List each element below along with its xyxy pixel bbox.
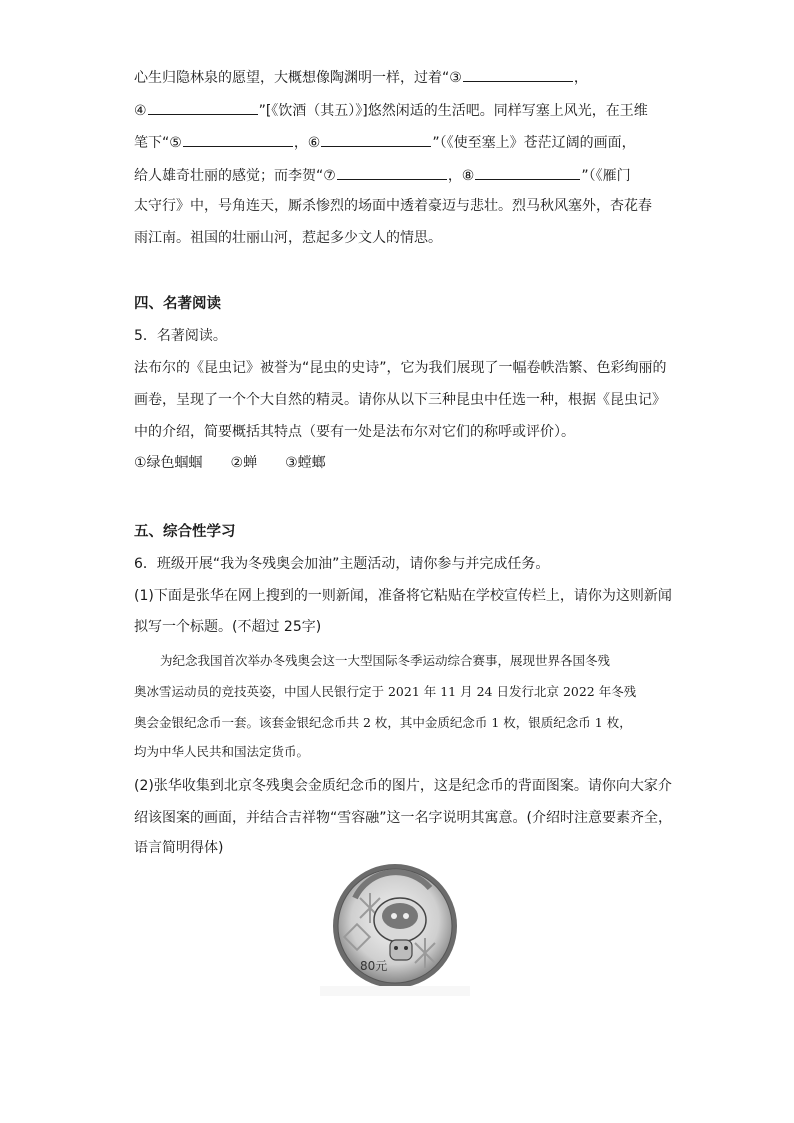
poem-line-2: [134, 99, 648, 121]
question-5-options: ①绿色蝈蝈 ②蝉 ③螳螂: [134, 455, 326, 471]
task-2-text-2: 绍该图案的画面，并结合吉祥物“雪容融”这一名字说明其寓意。(介绍时注意要素齐全，: [134, 810, 672, 826]
question-6-label: 6．班级开展“我为冬残奥会加油”主题活动，请你参与并完成任务。: [134, 556, 550, 572]
task-1-text-1: (1)下面是张华在网上搜到的一则新闻，准备将它粘贴在学校宣传栏上，请你为这则新闻: [134, 588, 672, 604]
poem-line-1: [134, 66, 588, 88]
poem-text: 笔下“⑤: [134, 135, 182, 151]
news-line-1: 为纪念我国首次举办冬残奥会这一大型国际冬季运动综合赛事，展现世界各国冬残: [160, 653, 611, 668]
poem-text: ，: [573, 70, 588, 86]
blank-6[interactable]: [321, 131, 431, 147]
task-1-text-2: 拟写一个标题。(不超过 25字): [134, 619, 322, 635]
poem-text: ，⑥: [293, 135, 321, 151]
poem-text: 给人雄奇壮丽的感觉；而李贺“⑦: [134, 168, 336, 184]
poem-text: ”（《使至塞上》苍茫辽阔的画面，: [432, 135, 636, 151]
poem-text: ④: [134, 103, 147, 119]
coin-value-label: 80元: [360, 959, 388, 973]
question-5-text-2: 画卷，呈现了一个个大自然的精灵。请你从以下三种昆虫中任选一种，根据《昆虫记》: [134, 392, 666, 408]
blank-8[interactable]: [475, 164, 580, 180]
poem-text: 心生归隐林泉的愿望，大概想像陶渊明一样，过着“③: [134, 70, 462, 86]
news-line-4: 均为中华人民共和国法定货币。: [134, 744, 310, 759]
poem-line-3: [134, 131, 636, 153]
blank-4[interactable]: [148, 99, 258, 115]
question-5-label: 5．名著阅读。: [134, 328, 227, 344]
poem-text: ，⑧: [447, 168, 475, 184]
task-2-text-1: (2)张华收集到北京冬残奥会金质纪念币的图片，这是纪念币的背面图案。请你向大家介: [134, 778, 672, 794]
poem-text: ”（《雁门: [581, 168, 631, 184]
question-5-text-1: 法布尔的《昆虫记》被誉为“昆虫的史诗”，它为我们展现了一幅卷帙浩繁、色彩绚丽的: [134, 360, 667, 376]
commemorative-coin-image: [320, 858, 470, 998]
poem-text: ”[《饮酒（其五）》]悠然闲适的生活吧。同样写塞上风光，在王维: [258, 103, 648, 119]
section-4-heading: 四、名著阅读: [134, 296, 221, 312]
task-2-text-3: 语言简明得体): [134, 840, 224, 856]
poem-line-4: [134, 164, 631, 186]
news-line-2: 奥冰雪运动员的竞技英姿，中国人民银行定于 2021 年 11 月 24 日发行北京 2022 年冬残: [134, 684, 637, 699]
poem-line-5: 太守行》中，号角连天，厮杀惨烈的场面中透着豪迈与悲壮。烈马秋风塞外，杏花春: [134, 198, 652, 214]
blank-5[interactable]: [183, 131, 293, 147]
news-line-3: 奥会金银纪念币一套。该套金银纪念币共 2 枚，其中金质纪念币 1 枚，银质纪念币 1 枚，: [134, 715, 632, 730]
blank-3[interactable]: [463, 66, 573, 82]
question-5-text-3: 中的介绍，简要概括其特点（要有一处是法布尔对它们的称呼或评价）。: [134, 424, 575, 440]
blank-7[interactable]: [337, 164, 447, 180]
section-5-heading: 五、综合性学习: [134, 524, 236, 540]
coin-shadow: [320, 986, 470, 996]
poem-line-6: 雨江南。祖国的壮丽山河，惹起多少文人的情思。: [134, 230, 442, 246]
